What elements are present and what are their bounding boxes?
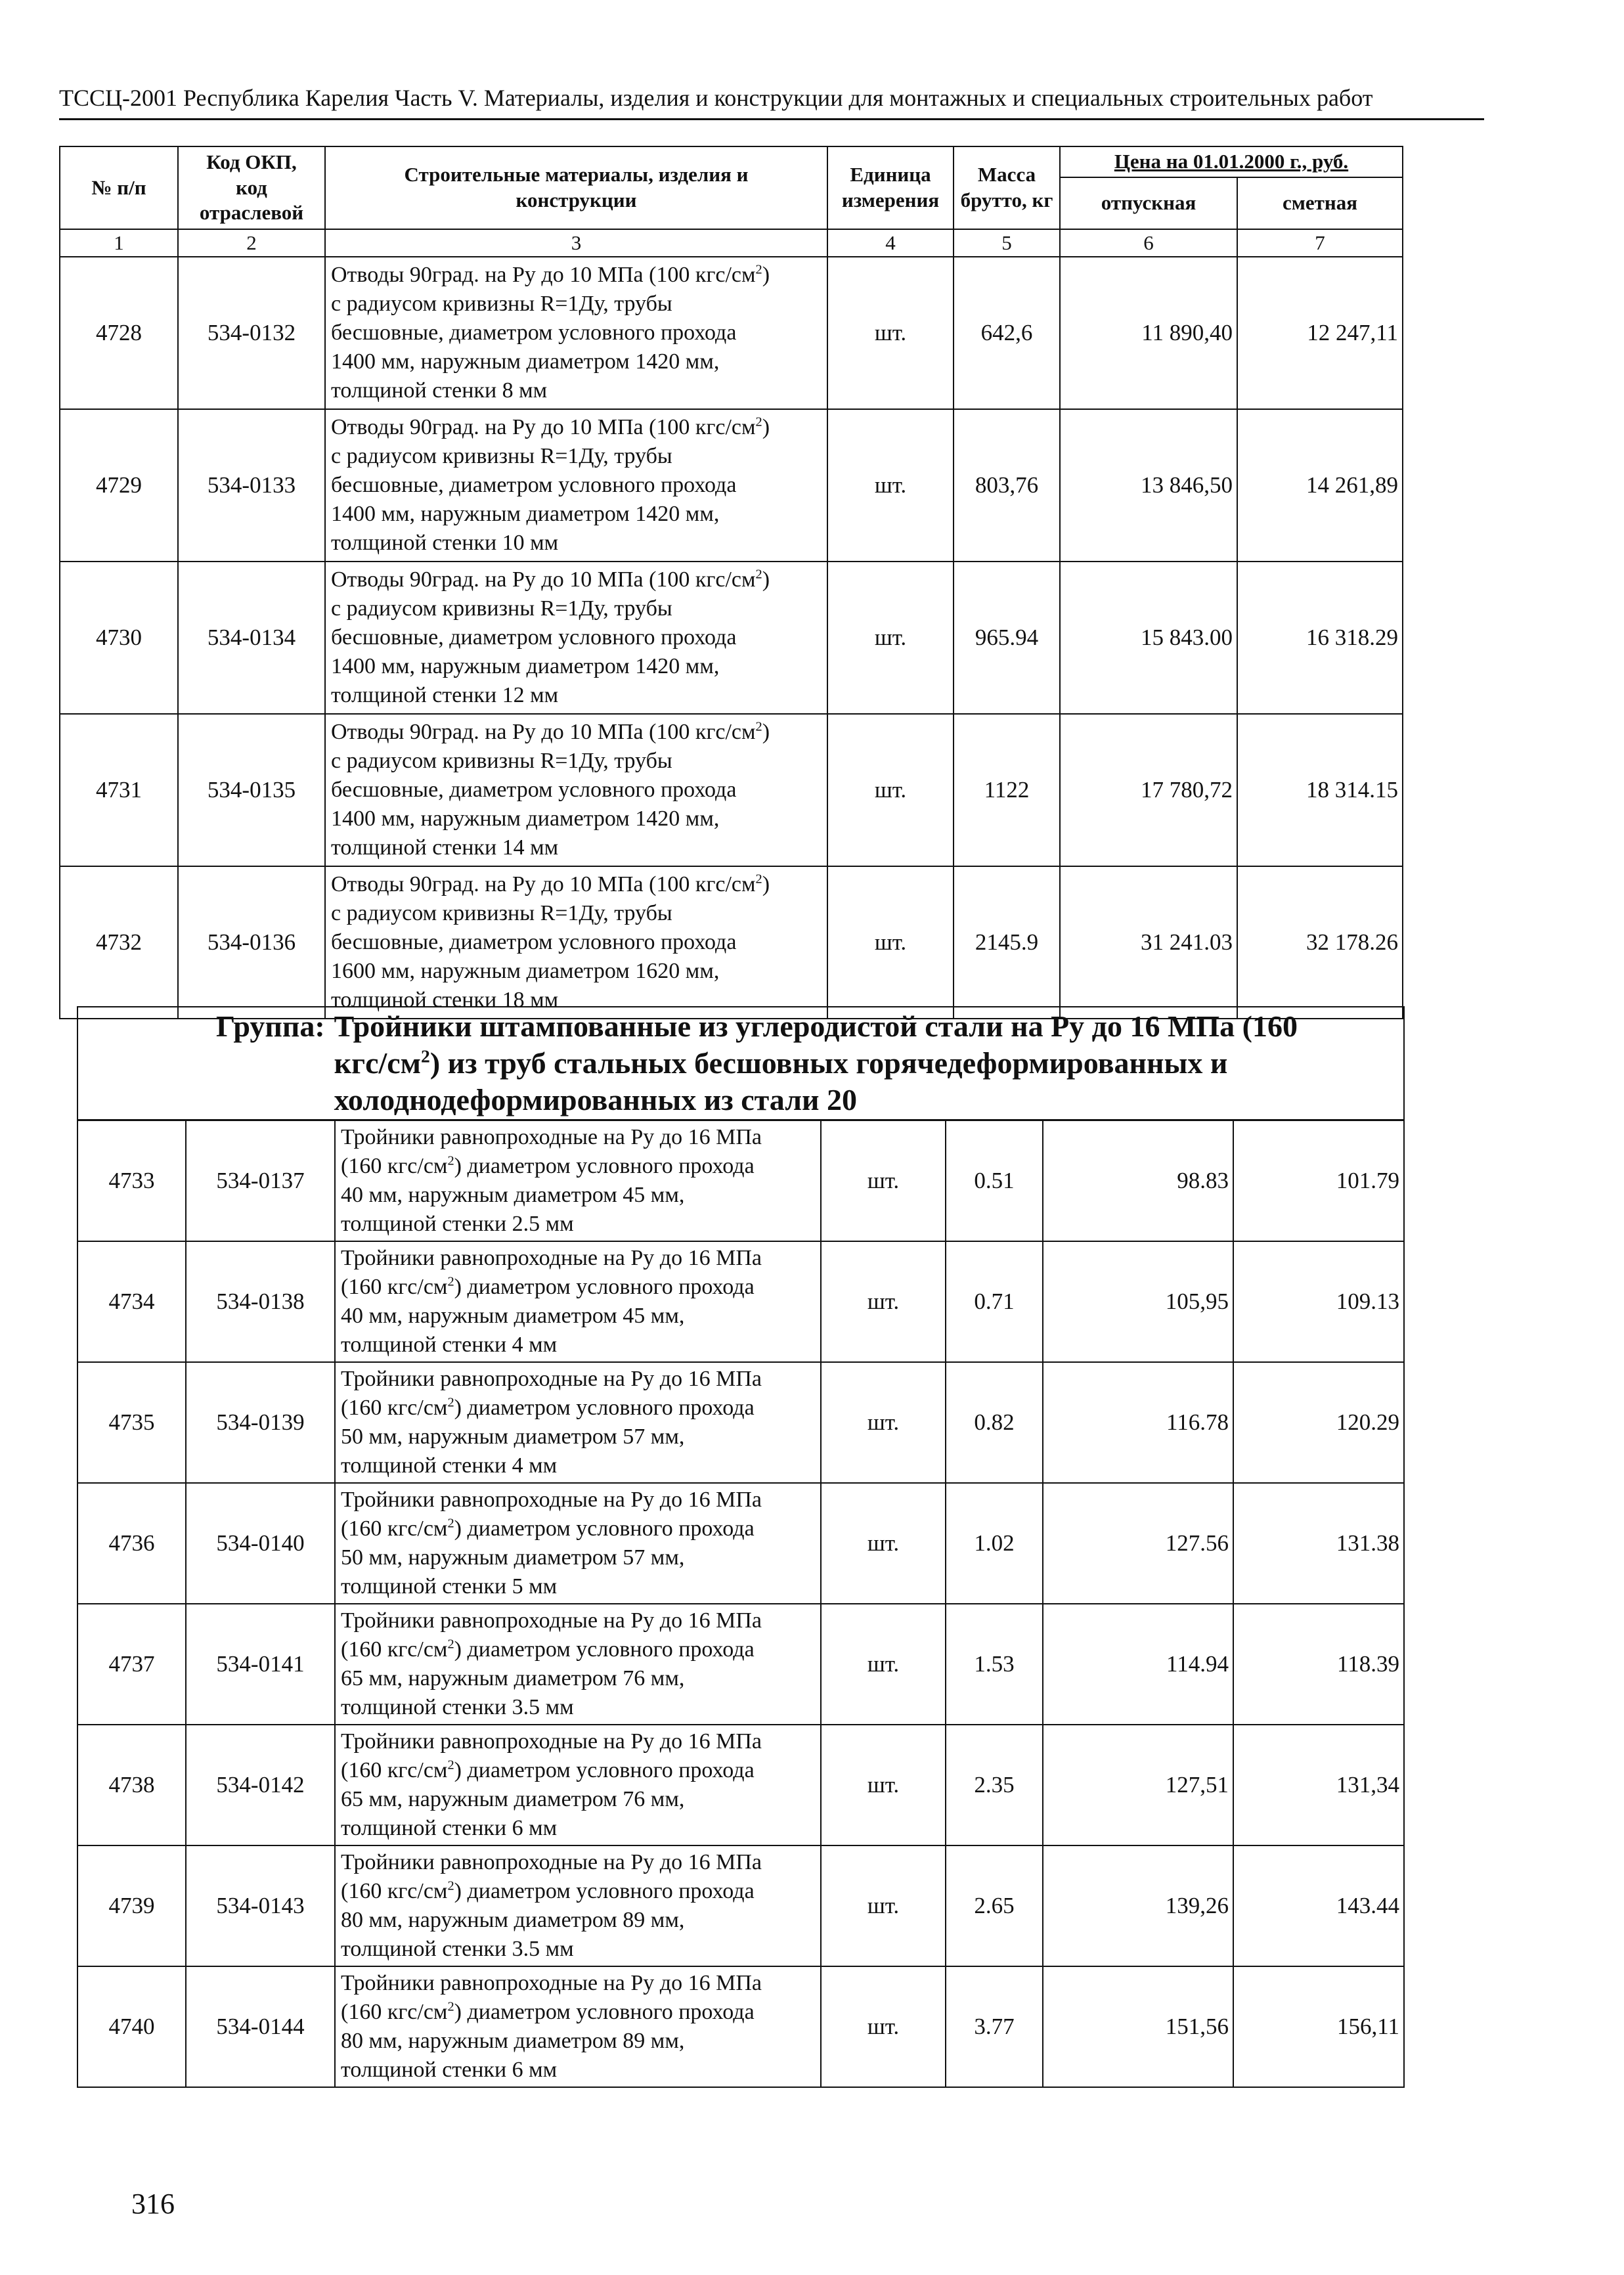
table-row [60, 562, 1403, 714]
description-text: (160 кгс/см [341, 1154, 448, 1178]
description-text: ) диаметром условного прохода [454, 1275, 755, 1299]
description-line: 65 мм, наружным диаметром 76 мм, [341, 1666, 685, 1690]
row-number: 4740 [77, 1966, 186, 2087]
row-price-estimate: 131.38 [1233, 1483, 1404, 1604]
column-number-row [60, 229, 1403, 257]
description-line: 50 мм, наружным диаметром 57 мм, [341, 1425, 685, 1449]
row-mass: 2.35 [946, 1725, 1043, 1845]
table-row [60, 257, 1403, 409]
group-title-text: ) из труб стальных бесшовных горячедеформированных и холоднодеформированных из стали 20 [334, 1046, 1228, 1116]
description-line: толщиной стенки 2.5 мм [341, 1212, 574, 1236]
row-price-estimate: 120.29 [1233, 1362, 1404, 1483]
description-line [341, 1514, 815, 1543]
description-line: 80 мм, наружным диаметром 89 мм, [341, 2029, 685, 2053]
row-mass: 0.82 [946, 1362, 1043, 1483]
row-mass: 3.77 [946, 1966, 1043, 2087]
row-code: 534-0138 [186, 1241, 335, 1362]
group-title-text: Тройники штампованные из углеродистой стали на Ру до 16 МПа (160 кгс/см [334, 1009, 1298, 1080]
row-mass: 2.65 [946, 1845, 1043, 1966]
table-row [77, 1241, 1404, 1362]
column-header-price-estimate: сметная [1237, 177, 1403, 229]
row-price-estimate: 16 318.29 [1237, 562, 1403, 714]
row-number: 4729 [60, 409, 178, 562]
row-number: 4738 [77, 1725, 186, 1845]
row-price-release: 151,56 [1043, 1966, 1233, 2087]
row-description [325, 714, 827, 866]
superscript: 2 [755, 719, 762, 734]
column-header-okp-line: Код ОКП, [206, 150, 297, 173]
description-line: Тройники равнопроходные на Ру до 16 МПа [341, 1367, 762, 1391]
description-line: бесшовные, диаметром условного прохода [331, 930, 737, 954]
description-line [341, 1273, 815, 1302]
description-line: с радиусом кривизны R=1Ду, трубы [331, 596, 672, 621]
column-header-material-line: Строительные материалы, изделия и [404, 163, 749, 187]
table-row [60, 866, 1403, 1019]
description-text: ) [762, 415, 770, 439]
description-text: Отводы 90град. на Ру до 10 МПа (100 кгс/см [331, 415, 756, 439]
page-number: 316 [131, 2188, 175, 2220]
price-table-upper [59, 146, 1403, 1019]
description-text: ) [762, 720, 770, 744]
row-price-release: 127.56 [1043, 1483, 1233, 1604]
row-description [335, 1483, 821, 1604]
row-price-estimate: 18 314.15 [1237, 714, 1403, 866]
description-text: ) диаметром условного прохода [454, 2000, 755, 2024]
row-code: 534-0132 [178, 257, 325, 409]
description-line: 1400 мм, наружным диаметром 1420 мм, [331, 502, 720, 526]
description-line: Тройники равнопроходные на Ру до 16 МПа [341, 1971, 762, 1995]
description-line [331, 413, 822, 442]
description-line: толщиной стенки 5 мм [341, 1574, 558, 1599]
row-description [325, 866, 827, 1019]
column-header-mass-line: Масса [977, 163, 1036, 187]
description-text: ) [762, 567, 770, 592]
table-row [60, 409, 1403, 562]
description-line [331, 565, 822, 594]
description-line: 65 мм, наружным диаметром 76 мм, [341, 1787, 685, 1811]
row-code: 534-0133 [178, 409, 325, 562]
description-text: ) диаметром условного прохода [454, 1154, 755, 1178]
row-price-release: 11 890,40 [1060, 257, 1237, 409]
row-description [335, 1120, 821, 1241]
row-code: 534-0134 [178, 562, 325, 714]
row-unit: шт. [827, 866, 954, 1019]
row-unit: шт. [821, 1725, 946, 1845]
description-text: (160 кгс/см [341, 1396, 448, 1420]
row-code: 534-0136 [178, 866, 325, 1019]
superscript: 2 [421, 1046, 430, 1067]
column-header-price: Цена на 01.01.2000 г., руб. [1060, 146, 1403, 177]
superscript: 2 [447, 1757, 454, 1773]
description-line: 80 мм, наружным диаметром 89 мм, [341, 1908, 685, 1932]
superscript: 2 [447, 1878, 454, 1893]
description-text: Отводы 90град. на Ру до 10 МПа (100 кгс/см [331, 567, 756, 592]
description-line: Тройники равнопроходные на Ру до 16 МПа [341, 1246, 762, 1270]
description-text: ) [762, 872, 770, 896]
row-number: 4728 [60, 257, 178, 409]
description-line: толщиной стенки 4 мм [341, 1453, 558, 1478]
superscript: 2 [755, 872, 762, 887]
header-rule [59, 118, 1484, 120]
description-line: бесшовные, диаметром условного прохода [331, 778, 737, 802]
row-unit: шт. [827, 409, 954, 562]
row-description [325, 409, 827, 562]
row-price-release: 127,51 [1043, 1725, 1233, 1845]
description-line: толщиной стенки 8 мм [331, 378, 548, 403]
row-code: 534-0143 [186, 1845, 335, 1966]
row-unit: шт. [821, 1604, 946, 1725]
row-price-estimate: 118.39 [1233, 1604, 1404, 1725]
description-line: 50 мм, наружным диаметром 57 мм, [341, 1545, 685, 1570]
description-line [341, 1877, 815, 1906]
superscript: 2 [447, 1999, 454, 2014]
description-line: толщиной стенки 18 мм [331, 988, 559, 1012]
superscript: 2 [447, 1516, 454, 1531]
description-line: с радиусом кривизны R=1Ду, трубы [331, 901, 672, 925]
column-header-okp-line: код [236, 175, 267, 199]
row-unit: шт. [821, 1362, 946, 1483]
row-number: 4731 [60, 714, 178, 866]
row-price-release: 15 843.00 [1060, 562, 1237, 714]
column-header-material-line: конструкции [516, 188, 637, 211]
description-text: (160 кгс/см [341, 1758, 448, 1782]
table-row [77, 1966, 1404, 2087]
description-line: бесшовные, диаметром условного прохода [331, 320, 737, 345]
description-text: (160 кгс/см [341, 1516, 448, 1541]
group-label: Группа: [216, 1009, 325, 1043]
column-header-material [325, 146, 827, 229]
description-text: (160 кгс/см [341, 1637, 448, 1662]
row-code: 534-0141 [186, 1604, 335, 1725]
column-header-mass-line: брутто, кг [960, 188, 1053, 211]
superscript: 2 [755, 567, 762, 582]
description-text: ) диаметром условного прохода [454, 1637, 755, 1662]
row-price-release: 116.78 [1043, 1362, 1233, 1483]
description-line: Тройники равнопроходные на Ру до 16 МПа [341, 1850, 762, 1874]
description-text: ) диаметром условного прохода [454, 1758, 755, 1782]
row-price-release: 13 846,50 [1060, 409, 1237, 562]
column-number: 2 [178, 229, 325, 257]
description-text: ) диаметром условного прохода [454, 1396, 755, 1420]
price-table-lower [77, 1120, 1405, 2088]
table-row [77, 1845, 1404, 1966]
description-text: Отводы 90град. на Ру до 10 МПа (100 кгс/см [331, 872, 756, 896]
description-text: (160 кгс/см [341, 1879, 448, 1903]
column-number: 3 [325, 229, 827, 257]
table-row [60, 714, 1403, 866]
description-line: с радиусом кривизны R=1Ду, трубы [331, 292, 672, 316]
row-description [325, 562, 827, 714]
row-price-estimate: 32 178.26 [1237, 866, 1403, 1019]
row-description [335, 1241, 821, 1362]
column-number: 7 [1237, 229, 1403, 257]
description-line: толщиной стенки 3.5 мм [341, 1695, 574, 1719]
row-mass: 1.02 [946, 1483, 1043, 1604]
description-line [341, 1635, 815, 1664]
description-line: с радиусом кривизны R=1Ду, трубы [331, 444, 672, 468]
row-price-estimate: 109.13 [1233, 1241, 1404, 1362]
row-description [335, 1966, 821, 2087]
description-line: толщиной стенки 6 мм [341, 2058, 558, 2082]
column-number: 5 [954, 229, 1060, 257]
row-code: 534-0139 [186, 1362, 335, 1483]
column-number: 1 [60, 229, 178, 257]
row-unit: шт. [821, 1845, 946, 1966]
superscript: 2 [447, 1637, 454, 1652]
row-description [335, 1604, 821, 1725]
row-unit: шт. [821, 1483, 946, 1604]
column-header-price-release: отпускная [1060, 177, 1237, 229]
row-mass: 642,6 [954, 257, 1060, 409]
row-description [325, 257, 827, 409]
row-mass: 1122 [954, 714, 1060, 866]
description-line: толщиной стенки 12 мм [331, 683, 559, 707]
description-line: Тройники равнопроходные на Ру до 16 МПа [341, 1608, 762, 1633]
group-heading [77, 1007, 1404, 1120]
superscript: 2 [755, 414, 762, 430]
description-line: толщиной стенки 6 мм [341, 1816, 558, 1840]
description-line: Тройники равнопроходные на Ру до 16 МПа [341, 1729, 762, 1754]
row-price-release: 114.94 [1043, 1604, 1233, 1725]
row-price-estimate: 156,11 [1233, 1966, 1404, 2087]
row-price-release: 139,26 [1043, 1845, 1233, 1966]
description-line: толщиной стенки 10 мм [331, 531, 559, 555]
row-number: 4733 [77, 1120, 186, 1241]
column-header-okp-line: отраслевой [199, 201, 304, 225]
description-line: Тройники равнопроходные на Ру до 16 МПа [341, 1125, 762, 1149]
description-line: 1400 мм, наружным диаметром 1420 мм, [331, 349, 720, 374]
description-text: ) [762, 263, 770, 287]
row-number: 4730 [60, 562, 178, 714]
description-line [341, 1394, 815, 1423]
description-line: бесшовные, диаметром условного прохода [331, 625, 737, 650]
group-heading-row [77, 1007, 1404, 1120]
row-number: 4735 [77, 1362, 186, 1483]
description-text: ) диаметром условного прохода [454, 1516, 755, 1541]
description-line [331, 870, 822, 899]
row-code: 534-0135 [178, 714, 325, 866]
row-price-estimate: 143.44 [1233, 1845, 1404, 1966]
description-line: Тройники равнопроходные на Ру до 16 МПа [341, 1488, 762, 1512]
row-code: 534-0142 [186, 1725, 335, 1845]
superscript: 2 [447, 1153, 454, 1168]
row-mass: 1.53 [946, 1604, 1043, 1725]
description-line: с радиусом кривизны R=1Ду, трубы [331, 749, 672, 773]
description-line: 1400 мм, наружным диаметром 1420 мм, [331, 654, 720, 678]
row-price-estimate: 14 261,89 [1237, 409, 1403, 562]
group-title [334, 1008, 1346, 1118]
column-header-unit-line: измерения [841, 188, 940, 211]
row-number: 4734 [77, 1241, 186, 1362]
row-mass: 803,76 [954, 409, 1060, 562]
superscript: 2 [447, 1274, 454, 1289]
description-text: (160 кгс/см [341, 1275, 448, 1299]
description-line: 40 мм, наружным диаметром 45 мм, [341, 1183, 685, 1207]
superscript: 2 [447, 1395, 454, 1410]
running-head: ТССЦ-2001 Республика Карелия Часть V. Материалы, изделия и конструкции для монтажных и специальных строительных работ [59, 85, 1373, 111]
description-line: толщиной стенки 14 мм [331, 835, 559, 860]
column-header-mass [954, 146, 1060, 229]
row-description [335, 1845, 821, 1966]
table-row [77, 1725, 1404, 1845]
description-line: толщиной стенки 3.5 мм [341, 1937, 574, 1961]
description-text: Отводы 90град. на Ру до 10 МПа (100 кгс/см [331, 263, 756, 287]
column-number: 4 [827, 229, 954, 257]
row-description [335, 1725, 821, 1845]
table-row [77, 1362, 1404, 1483]
row-unit: шт. [827, 714, 954, 866]
row-price-release: 105,95 [1043, 1241, 1233, 1362]
description-line [331, 718, 822, 747]
column-header-unit-line: Единица [850, 163, 931, 187]
description-line: толщиной стенки 4 мм [341, 1333, 558, 1357]
row-unit: шт. [821, 1966, 946, 2087]
column-header-num: № п/п [60, 146, 178, 229]
row-price-release: 31 241.03 [1060, 866, 1237, 1019]
description-line [341, 1152, 815, 1181]
row-unit: шт. [827, 562, 954, 714]
group-heading-inner [78, 1008, 1403, 1118]
description-line: бесшовные, диаметром условного прохода [331, 473, 737, 497]
group-heading-table [77, 1006, 1405, 1120]
column-header-okp [178, 146, 325, 229]
row-code: 534-0140 [186, 1483, 335, 1604]
row-number: 4739 [77, 1845, 186, 1966]
row-price-estimate: 131,34 [1233, 1725, 1404, 1845]
row-price-release: 98.83 [1043, 1120, 1233, 1241]
row-unit: шт. [821, 1120, 946, 1241]
description-text: Отводы 90град. на Ру до 10 МПа (100 кгс/см [331, 720, 756, 744]
description-line [341, 1756, 815, 1785]
description-line [341, 1998, 815, 2027]
table-header-row [60, 146, 1403, 177]
row-description [335, 1362, 821, 1483]
column-number: 6 [1060, 229, 1237, 257]
row-mass: 0.71 [946, 1241, 1043, 1362]
column-header-unit [827, 146, 954, 229]
row-price-release: 17 780,72 [1060, 714, 1237, 866]
row-mass: 0.51 [946, 1120, 1043, 1241]
row-unit: шт. [821, 1241, 946, 1362]
row-price-estimate: 101.79 [1233, 1120, 1404, 1241]
row-number: 4737 [77, 1604, 186, 1725]
description-line: 1400 мм, наружным диаметром 1420 мм, [331, 806, 720, 831]
row-unit: шт. [827, 257, 954, 409]
description-line [331, 261, 822, 290]
description-line: 40 мм, наружным диаметром 45 мм, [341, 1304, 685, 1328]
row-number: 4732 [60, 866, 178, 1019]
superscript: 2 [755, 262, 762, 277]
row-code: 534-0137 [186, 1120, 335, 1241]
row-mass: 2145.9 [954, 866, 1060, 1019]
row-code: 534-0144 [186, 1966, 335, 2087]
table-row [77, 1604, 1404, 1725]
description-text: (160 кгс/см [341, 2000, 448, 2024]
description-line: 1600 мм, наружным диаметром 1620 мм, [331, 959, 720, 983]
table-row [77, 1120, 1404, 1241]
description-text: ) диаметром условного прохода [454, 1879, 755, 1903]
row-mass: 965.94 [954, 562, 1060, 714]
row-number: 4736 [77, 1483, 186, 1604]
row-price-estimate: 12 247,11 [1237, 257, 1403, 409]
table-row [77, 1483, 1404, 1604]
